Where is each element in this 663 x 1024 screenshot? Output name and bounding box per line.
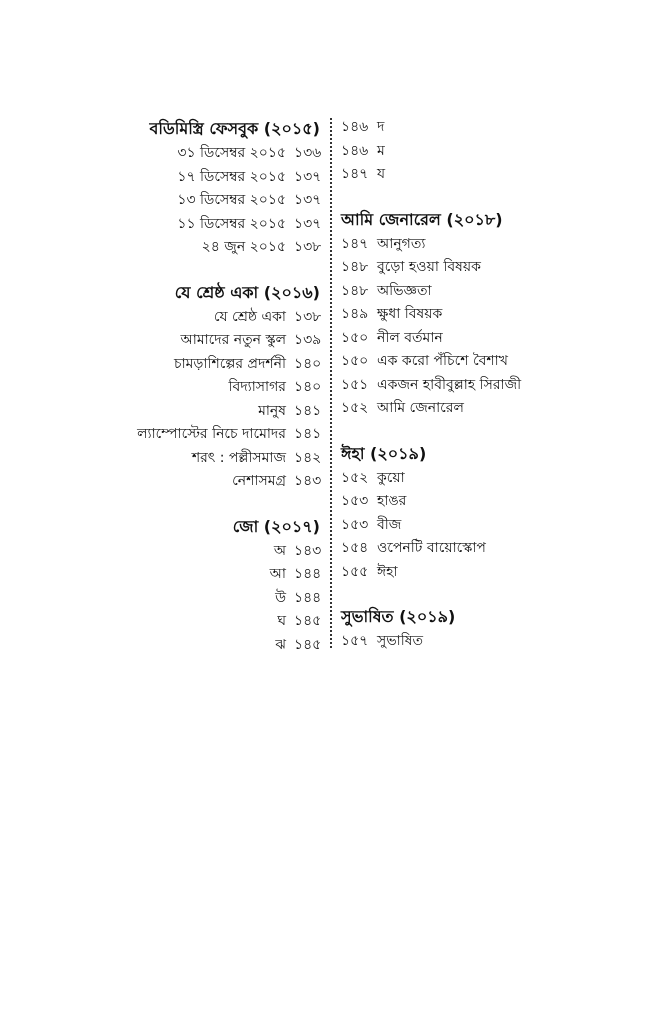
entry-title: য: [377, 166, 386, 182]
entry-page-number: ১৩৮: [294, 308, 322, 325]
entry-title: বীজ: [377, 516, 402, 533]
toc-entry: [10, 142, 320, 166]
section-gap: [10, 260, 320, 280]
entry-page-number: ১৪০: [294, 379, 322, 395]
toc-entry: [10, 470, 320, 494]
toc-entry: [341, 327, 651, 351]
toc-entry: [10, 634, 320, 658]
entry-page-number: ১৪৪: [294, 589, 322, 606]
entry-title: ১৩ ডিসেম্বর ২০১৫: [177, 192, 286, 208]
section-heading: ঈহা (২০১৯): [341, 443, 427, 463]
toc-entry: [10, 587, 320, 611]
entry-title: ওপেনটি বায়োস্কোপ: [377, 540, 486, 556]
toc-entry: [341, 256, 651, 280]
entry-title: আনুগত্য: [377, 235, 426, 252]
entry-page-number: ১৪৭: [341, 235, 369, 252]
entry-title: মানুষ: [258, 402, 286, 419]
entry-title: সুভাষিত: [377, 633, 423, 649]
section-gap: [341, 421, 651, 441]
section-heading: বডিমিস্ত্রি ফেসবুক (২০১৫): [149, 119, 320, 138]
entry-title: বুড়ো হওয়া বিষয়ক: [377, 259, 481, 275]
toc-entry: [10, 563, 320, 587]
section-heading: আমি জেনারেল (২০১৮): [341, 209, 503, 229]
entry-title: অভিজ্ঞতা: [377, 282, 432, 299]
toc-entry: [10, 166, 320, 190]
entry-page-number: ১৪৮: [341, 282, 369, 299]
entry-title: ক্ষুধা বিষয়ক: [377, 306, 443, 322]
entry-page-number: ১৩৬: [294, 145, 322, 161]
entry-title: এক করো পঁচিশে বৈশাখ: [377, 353, 508, 369]
toc-entry: [10, 213, 320, 237]
entry-title: হাঙর: [377, 493, 407, 509]
entry-page-number: ১৩৭: [294, 215, 322, 232]
entry-title: কুয়ো: [377, 469, 405, 486]
entry-title: আমি জেনারেল: [377, 400, 464, 416]
entry-page-number: ১৫০: [341, 329, 369, 346]
entry-title: শরৎ : পল্লীসমাজ: [191, 449, 286, 466]
dotted-column-divider: [330, 118, 332, 648]
entry-page-number: ১৫৫: [341, 563, 369, 580]
entry-page-number: ১৪৭: [341, 166, 369, 182]
entry-title: ২৪ জুন ২০১৫: [201, 239, 286, 255]
entry-page-number: ১৪৬: [341, 142, 369, 159]
section-heading: জো (২০১৭): [232, 516, 320, 536]
entry-title: দ: [377, 119, 385, 135]
entry-page-number: ১৪১: [294, 426, 322, 442]
entry-title: নীল বর্তমান: [377, 329, 443, 346]
toc-entry: [10, 329, 320, 353]
entry-page-number: ১৪৫: [294, 636, 322, 653]
section-gap: [10, 494, 320, 514]
entry-title: ল্যাম্পোস্টের নিচে দামোদর: [137, 426, 286, 442]
contents-left-column: [10, 116, 320, 657]
entry-page-number: ১৫২: [341, 400, 369, 416]
entry-title: যে শ্রেষ্ঠ একা: [213, 308, 286, 325]
toc-entry: [10, 306, 320, 330]
toc-entry: [10, 400, 320, 424]
entry-title: একজন হাবীবুল্লাহ সিরাজী: [377, 376, 522, 393]
entry-page-number: ১৪৪: [294, 566, 322, 582]
entry-page-number: ১৩৯: [294, 332, 322, 348]
toc-entry: [10, 610, 320, 634]
entry-title: ঝ: [275, 636, 286, 653]
entry-page-number: ১৪৬: [341, 119, 369, 135]
entry-page-number: ১৫০: [341, 353, 369, 369]
entry-title: অ: [273, 542, 286, 559]
section-heading: যে শ্রেষ্ঠ একা (২০১৬): [174, 282, 320, 302]
toc-entry: [341, 163, 651, 187]
toc-entry: [10, 447, 320, 471]
entry-title: ১৭ ডিসেম্বর ২০১৫: [177, 168, 286, 185]
entry-page-number: ১৪৮: [341, 259, 369, 275]
toc-entry: [341, 561, 651, 585]
toc-entry: [341, 467, 651, 491]
toc-entry: [10, 376, 320, 400]
entry-page-number: ১৫৩: [341, 516, 369, 533]
entry-title: ঈহা: [377, 563, 398, 580]
toc-entry: [341, 490, 651, 514]
entry-title: চামড়াশিল্পের প্রদর্শনী: [174, 355, 286, 372]
toc-entry: [341, 514, 651, 538]
entry-title: ঘ: [277, 613, 286, 629]
toc-entry: [10, 353, 320, 377]
entry-page-number: ১৪২: [294, 449, 322, 466]
entry-page-number: ১৫৩: [341, 493, 369, 509]
entry-page-number: ১৩৭: [294, 168, 322, 185]
entry-page-number: ১৩৭: [294, 192, 322, 208]
entry-page-number: ১৩৮: [294, 239, 322, 255]
entry-page-number: ১৪১: [294, 402, 322, 419]
toc-entry: [10, 189, 320, 213]
toc-entry: [341, 630, 651, 654]
entry-page-number: ১৪৩: [294, 473, 322, 489]
toc-entry: [341, 350, 651, 374]
entry-page-number: ১৫১: [341, 376, 369, 393]
entry-title: নেশাসমগ্র: [232, 473, 286, 489]
entry-title: ৩১ ডিসেম্বর ২০১৫: [177, 145, 286, 161]
toc-entry: [10, 540, 320, 564]
entry-page-number: ১৪৯: [341, 306, 369, 322]
toc-entry: [341, 374, 651, 398]
toc-entry: [341, 397, 651, 421]
toc-entry: [341, 280, 651, 304]
toc-entry: [341, 233, 651, 257]
section-gap: [341, 187, 651, 207]
entry-title: ম: [377, 142, 385, 159]
entry-title: উ: [275, 589, 286, 606]
toc-entry: [341, 140, 651, 164]
section-gap: [341, 584, 651, 604]
entry-page-number: ১৫২: [341, 469, 369, 486]
entry-title: আমাদের নতুন স্কুল: [180, 332, 286, 348]
contents-right-column: [341, 116, 651, 654]
toc-entry: [341, 537, 651, 561]
toc-entry: [10, 236, 320, 260]
entry-title: ১১ ডিসেম্বর ২০১৫: [177, 215, 286, 232]
entry-page-number: ১৫৪: [341, 540, 369, 556]
section-heading: সুভাষিত (২০১৯): [341, 607, 456, 626]
entry-title: বিদ্যাসাগর: [228, 379, 286, 395]
entry-page-number: ১৪৩: [294, 542, 322, 559]
toc-entry: [341, 303, 651, 327]
entry-page-number: ১৪৫: [294, 613, 322, 629]
toc-entry: [10, 423, 320, 447]
toc-entry: [341, 116, 651, 140]
entry-title: আ: [269, 566, 286, 582]
entry-page-number: ১৪০: [294, 355, 322, 372]
entry-page-number: ১৫৭: [341, 633, 369, 649]
